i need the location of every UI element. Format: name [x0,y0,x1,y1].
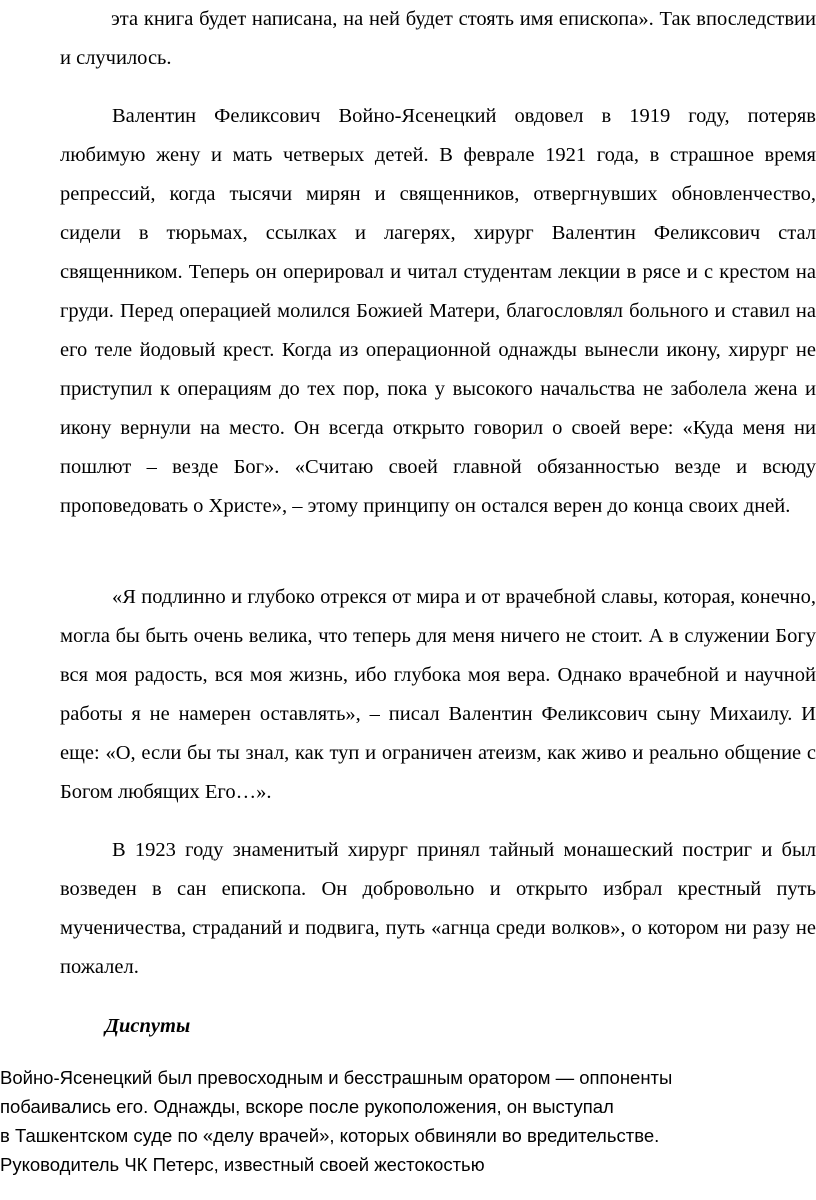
paragraph-biography: Валентин Феликсович Войно-Ясенецкий овдовел в 1919 году, потеряв любимую жену и мать четверых детей. В феврале 1921 года, в страшное время репрессий, когда тысячи мирян и священников, отвергнувших обновленчество, сидели в тюрьмах, ссылках и лагерях, хирург Валентин Феликсович стал священником. Теперь он оперировал и читал студентам лекции в рясе и с крестом на груди. Перед операцией молился Божией Матери, благословлял больного и ставил на его теле йодовый крест. Когда из операционной однажды вынесли икону, хирург не приступил к операциям до тех пор, пока у высокого начальства не заболела жена и икону вернули на место. Он всегда открыто говорил о своей вере: «Куда меня ни пошлют – везде Бог». «Считаю своей главной обязанностью везде и всюду проповедовать о Христе», – этому принципу он остался верен до конца своих дней. [60,105,816,517]
plain-line: Руководитель ЧК Петерс, известный своей жестокостью [0,1154,485,1175]
paragraph-monastic-vows: В 1923 году знаменитый хирург принял тайный монашеский постриг и был возведен в сан епископа. Он добровольно и открыто избрал крестный путь мученичества, страданий и подвига, путь «агнца среди волков», о котором ни разу не пожалел. [60,839,816,978]
paragraph-continuation: эта книга будет написана, на ней будет стоять имя епископа». Так впоследствии и случилось. [60,8,816,69]
plain-line: Войно-Ясенецкий был превосходным и бесстрашным оратором — оппоненты [0,1067,673,1088]
plain-line: в Ташкентском суде по «делу врачей», которых обвиняли во вредительстве. [0,1125,660,1146]
paragraph-quote: «Я подлинно и глубоко отрекся от мира и от врачебной славы, которая, конечно, могла бы быть очень велика, что теперь для меня ничего не стоит. А в служении Богу вся моя радость, вся моя жизнь, ибо глубока моя вера. Однако врачебной и научной работы я не намерен оставлять», – писал Валентин Феликсович сыну Михаилу. И еще: «О, если бы ты знал, как туп и ограничен атеизм, как живо и реально общение с Богом любящих Его…». [60,586,816,803]
plain-text-block [0,1063,816,1179]
section-heading: Диспуты [105,1015,191,1037]
plain-line: побаивались его. Однажды, вскоре после рукоположения, он выступал [0,1096,614,1117]
